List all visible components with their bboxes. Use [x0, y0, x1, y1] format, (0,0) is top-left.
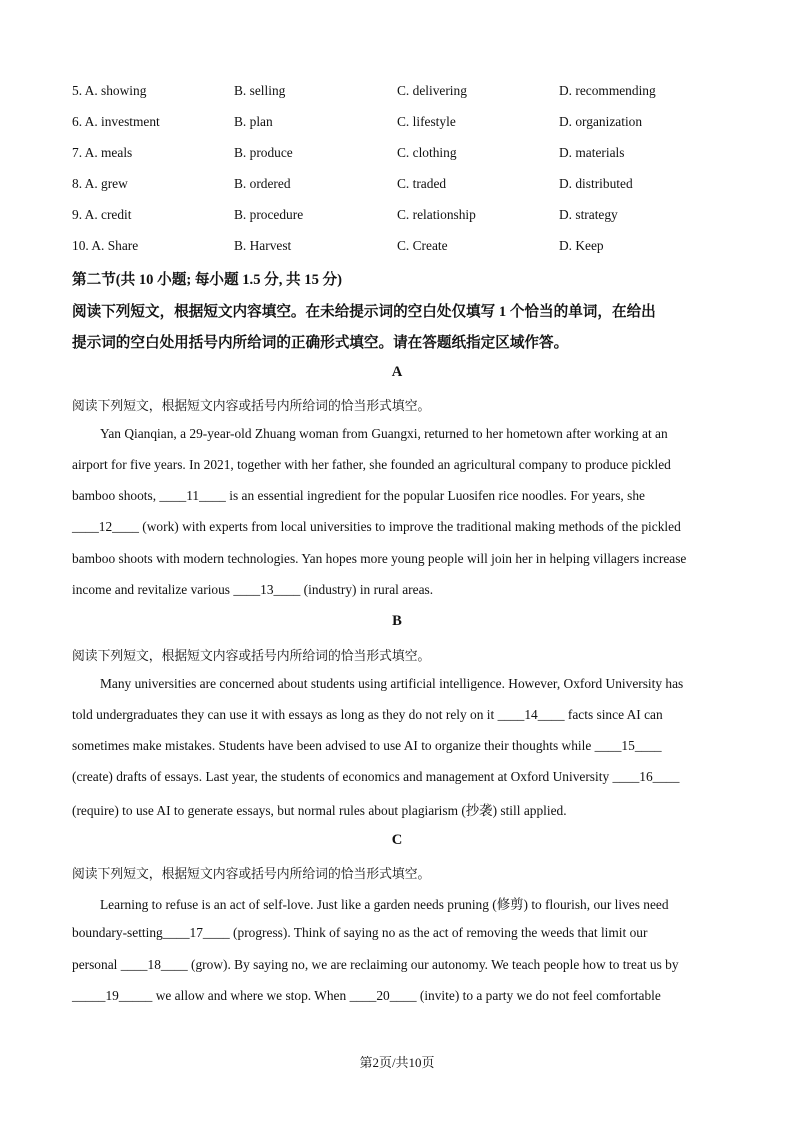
- section-instruction-line1: 阅读下列短文，根据短文内容填空。在未给提示词的空白处仅填写 1 个恰当的单词，在给出: [72, 304, 656, 320]
- passage-b-heading: B: [392, 613, 402, 629]
- passage-a-line: bamboo shoots with modern technologies. Yan hopes more young people will join her in helping villagers increase: [72, 551, 687, 566]
- option-row-6: [72, 114, 732, 134]
- text: told undergraduates they can use it with essays as long as they do not rely on it: [72, 707, 498, 722]
- option-row-10: [72, 238, 732, 258]
- passage-c-line: Learning to refuse is an act of self-love. Just like a garden needs pruning (修剪) to flourish, our lives need: [100, 897, 669, 912]
- option-d: D. distributed: [559, 176, 633, 191]
- passage-b-line: [72, 738, 662, 754]
- text: we allow and where we stop. When: [152, 988, 350, 1003]
- option-b: B. procedure: [234, 207, 304, 222]
- text: income and revitalize various: [72, 582, 234, 597]
- text: (work) with experts from local universities to improve the traditional making methods of the pickled: [138, 519, 681, 534]
- option-a: 6. A. investment: [72, 114, 160, 129]
- text: facts since AI can: [564, 707, 663, 722]
- passage-a-line: [72, 582, 433, 598]
- option-b: B. selling: [234, 83, 286, 98]
- passage-b-line: [72, 769, 679, 785]
- option-a: 9. A. credit: [72, 207, 132, 222]
- section-instruction-line2: 提示词的空白处用括号内所给词的正确形式填空。请在答题纸指定区域作答。: [72, 335, 569, 351]
- option-d: D. recommending: [559, 83, 656, 98]
- option-b: B. Harvest: [234, 238, 292, 253]
- option-c: C. Create: [397, 238, 448, 253]
- text: (invite) to a party we do not feel comfortable: [416, 988, 661, 1003]
- option-row-7: [72, 145, 732, 165]
- text: personal: [72, 957, 121, 972]
- blank-17[interactable]: ____17____: [162, 925, 230, 940]
- passage-a-line: [72, 488, 645, 504]
- option-row-5: [72, 83, 732, 103]
- blank-11[interactable]: ____11____: [159, 488, 226, 503]
- option-c: C. lifestyle: [397, 114, 456, 129]
- option-b: B. ordered: [234, 176, 291, 191]
- passage-a-heading: A: [391, 364, 403, 380]
- blank-20[interactable]: ____20____: [349, 988, 417, 1003]
- passage-a-line: [72, 519, 681, 535]
- option-a: 7. A. meals: [72, 145, 133, 160]
- blank-18[interactable]: ____18____: [120, 957, 188, 972]
- passage-c-line: [72, 957, 679, 973]
- passage-c-heading: C: [391, 832, 403, 848]
- option-c: C. clothing: [397, 145, 457, 160]
- text: sometimes make mistakes. Students have been advised to use AI to organize their thoughts while: [72, 738, 595, 753]
- option-b: B. plan: [234, 114, 273, 129]
- text: (industry) in rural areas.: [300, 582, 434, 597]
- option-c: C. relationship: [397, 207, 476, 222]
- option-row-9: [72, 207, 732, 227]
- text: is an essential ingredient for the popular Luosifen rice noodles. For years, she: [225, 488, 645, 503]
- option-a: 8. A. grew: [72, 176, 128, 191]
- option-d: D. organization: [559, 114, 643, 129]
- passage-a-line: Yan Qianqian, a 29-year-old Zhuang woman from Guangxi, returned to her hometown after working at an: [100, 426, 668, 441]
- blank-14[interactable]: ____14____: [497, 707, 565, 722]
- passage-b-line: Many universities are concerned about students using artificial intelligence. However, Oxford University has: [100, 676, 684, 691]
- option-d: D. Keep: [559, 238, 604, 253]
- option-c: C. delivering: [397, 83, 467, 98]
- passage-a-line: airport for five years. In 2021, together with her father, she founded an agricultural company to produce pickled: [72, 457, 671, 472]
- text: (create) drafts of essays. Last year, the students of economics and management at Oxford University: [72, 769, 613, 784]
- passage-c-instruction: 阅读下列短文，根据短文内容或括号内所给词的恰当形式填空。: [72, 867, 431, 881]
- option-row-8: [72, 176, 732, 196]
- text: boundary-setting: [72, 925, 163, 940]
- blank-16[interactable]: ____16____: [612, 769, 680, 784]
- passage-b-instruction: 阅读下列短文，根据短文内容或括号内所给词的恰当形式填空。: [72, 649, 431, 663]
- blank-12[interactable]: ____12____: [72, 519, 139, 534]
- section-title: 第二节(共 10 小题; 每小题 1.5 分, 共 15 分): [72, 272, 342, 288]
- option-d: D. strategy: [559, 207, 618, 222]
- page-number: 第2页/共10页: [359, 1055, 435, 1070]
- option-b: B. produce: [234, 145, 293, 160]
- blank-13[interactable]: ____13____: [233, 582, 301, 597]
- blank-15[interactable]: ____15____: [594, 738, 662, 753]
- passage-b-line: (require) to use AI to generate essays, but normal rules about plagiarism (抄袭) still applied.: [72, 803, 567, 818]
- passage-c-line: [72, 988, 661, 1004]
- option-a: 5. A. showing: [72, 83, 147, 98]
- passage-a-instruction: 阅读下列短文，根据短文内容或括号内所给词的恰当形式填空。: [72, 399, 431, 413]
- blank-19[interactable]: _____19_____: [72, 988, 153, 1003]
- text: (progress). Think of saying no as the act of removing the weeds that limit our: [229, 925, 648, 940]
- passage-c-line: [72, 925, 647, 941]
- passage-b-line: [72, 707, 663, 723]
- text: (grow). By saying no, we are reclaiming our autonomy. We teach people how to treat us by: [187, 957, 679, 972]
- text: bamboo shoots,: [72, 488, 160, 503]
- option-d: D. materials: [559, 145, 625, 160]
- option-a: 10. A. Share: [72, 238, 139, 253]
- option-c: C. traded: [397, 176, 447, 191]
